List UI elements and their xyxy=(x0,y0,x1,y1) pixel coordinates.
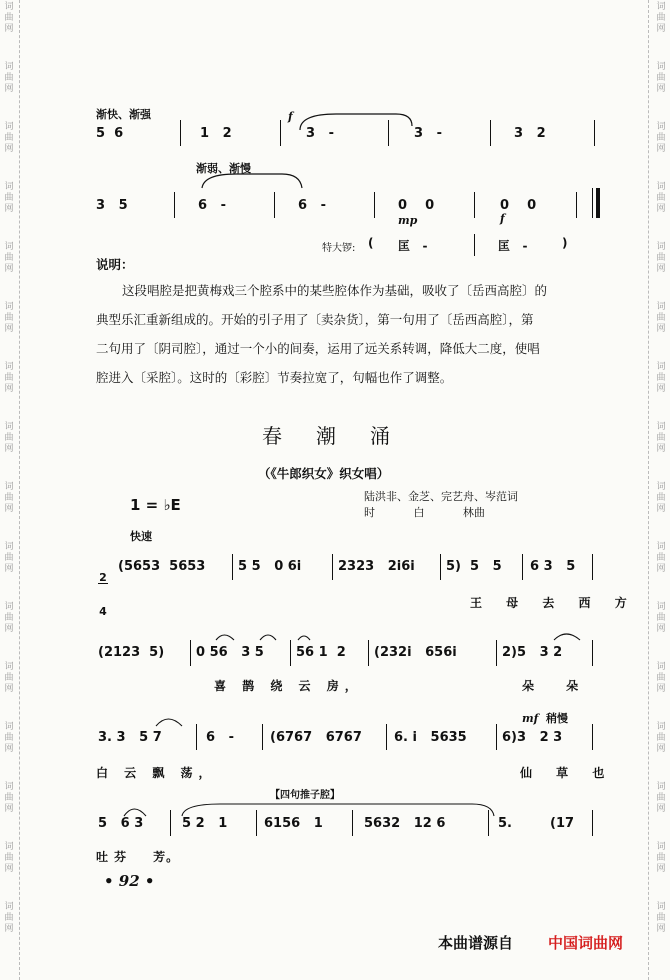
watermark-mark: 词 曲 网 xyxy=(656,662,666,694)
watermark-mark: 词 曲 网 xyxy=(656,602,666,634)
song-credits-line2: 时 白 林曲 xyxy=(364,506,485,519)
song-row4-bracket-label: 【四句推子腔】 xyxy=(270,790,340,801)
song-row3-measure: 3. 3 5 7 xyxy=(98,730,162,745)
footer-source-label: 本曲谱源自 xyxy=(438,934,514,952)
barline xyxy=(488,810,489,836)
barline xyxy=(522,554,523,580)
song-row2-tie-end xyxy=(548,628,588,642)
time-signature-bottom: 4 xyxy=(99,605,107,618)
score1-row1-measure: 3 - xyxy=(414,126,443,141)
score1-row1-dynamic: f xyxy=(288,110,293,123)
score1-row1-measure: 5 6 xyxy=(96,126,124,141)
song-row3-dyn: mf xyxy=(522,712,539,725)
song-row1-measure: 5) 5 5 xyxy=(446,559,502,574)
watermark-mark: 词 曲 网 xyxy=(4,542,14,574)
barline xyxy=(352,810,353,836)
song-row2-measure: 56 1 2 xyxy=(296,645,346,660)
song-tempo: 快速 xyxy=(130,530,152,543)
score1-row2-measure: 6 - xyxy=(298,198,327,213)
barline xyxy=(592,724,593,750)
score1-row2-measure: 6 - xyxy=(198,198,227,213)
watermark-mark: 词 曲 网 xyxy=(4,722,14,754)
watermark-mark: 词 曲 网 xyxy=(656,242,666,274)
song-row4-measure: 5632 12 6 xyxy=(364,816,446,831)
watermark-mark: 词 曲 网 xyxy=(4,302,14,334)
watermark-mark: 词 曲 网 xyxy=(4,2,14,34)
barline xyxy=(280,120,281,146)
song-row4-measure: 5 2 1 xyxy=(182,816,228,831)
barline xyxy=(170,810,171,836)
song-row4-measure: 6156 1 xyxy=(264,816,323,831)
score1-row2-dyn-f: f xyxy=(500,212,505,225)
song-row1-measure: 5 5 0 6i xyxy=(238,559,302,574)
watermark-mark: 词 曲 网 xyxy=(4,182,14,214)
watermark-mark: 词 曲 网 xyxy=(4,842,14,874)
explanation-line: 这段唱腔是把黄梅戏三个腔系中的某些腔体作为基础，吸收了〔岳西高腔〕的 xyxy=(122,283,548,298)
watermark-mark: 词 曲 网 xyxy=(4,242,14,274)
final-barline-thick xyxy=(596,188,600,218)
barline xyxy=(474,192,475,218)
watermark-mark: 词 曲 网 xyxy=(4,482,14,514)
left-margin-watermark xyxy=(2,0,16,980)
watermark-mark: 词 曲 网 xyxy=(656,902,666,934)
barline xyxy=(576,192,577,218)
gong-paren-close: ) xyxy=(562,236,568,250)
gong-measure: 匡 - xyxy=(398,239,428,253)
song-row3-tie xyxy=(150,712,190,728)
time-signature xyxy=(98,550,108,628)
watermark-mark: 词 曲 网 xyxy=(4,122,14,154)
song-row2-measure: (2123 5) xyxy=(98,645,165,660)
final-barline-thin xyxy=(592,188,593,218)
song-row3-measure: 6)3 2 3 xyxy=(502,730,563,745)
song-row4-lyrics: 吐 芬 芳。 xyxy=(96,850,180,864)
song-row3-lyrics: 白 云 飘 荡， xyxy=(96,766,217,780)
time-signature-top: 2 xyxy=(99,571,107,584)
barline xyxy=(374,192,375,218)
page-number: • 92 • xyxy=(104,872,155,890)
watermark-mark: 词 曲 网 xyxy=(656,422,666,454)
score1-row2-measure: 0 0 xyxy=(500,198,537,213)
song-row2-ties xyxy=(200,628,320,642)
barline xyxy=(496,640,497,666)
explanation-heading: 说明： xyxy=(96,257,134,272)
song-row3-tempo: 稍慢 xyxy=(546,712,568,725)
barline xyxy=(386,724,387,750)
watermark-mark: 词 曲 网 xyxy=(656,62,666,94)
score1-row1-measure: 3 2 xyxy=(514,126,546,141)
watermark-mark: 词 曲 网 xyxy=(656,182,666,214)
song-subtitle: （《牛郎织女》织女唱） xyxy=(258,466,390,481)
explanation-line: 二句用了〔阴司腔〕，通过一个小的间奏，运用了远关系转调，降低大二度，使唱 xyxy=(96,341,540,356)
song-row3-lyrics-end: 仙 草 也 xyxy=(520,766,615,780)
gong-measure: 匡 - xyxy=(498,239,528,253)
barline xyxy=(332,554,333,580)
song-title: 春潮涌 xyxy=(262,424,424,448)
barline xyxy=(190,640,191,666)
barline xyxy=(196,724,197,750)
barline xyxy=(256,810,257,836)
song-row2-measure: (232i 656i xyxy=(374,645,457,660)
song-row2-measure: 2)5 3 2 xyxy=(502,645,563,660)
watermark-mark: 词 曲 网 xyxy=(656,482,666,514)
song-row3-measure: 6 - xyxy=(206,730,235,745)
score1-row1-slur xyxy=(296,112,596,134)
barline xyxy=(592,554,593,580)
song-row1-measure: 6 3 5 xyxy=(530,559,576,574)
score1-row1-measure: 1 2 xyxy=(200,126,232,141)
song-row4-measure: 5 6 3 xyxy=(98,816,144,831)
song-row2-lyrics-end: 朵 朵 xyxy=(522,679,593,693)
barline xyxy=(232,554,233,580)
right-margin-watermark xyxy=(654,0,668,980)
barline xyxy=(592,640,593,666)
watermark-mark: 词 曲 网 xyxy=(656,842,666,874)
watermark-mark: 词 曲 网 xyxy=(656,782,666,814)
barline xyxy=(490,120,491,146)
barline xyxy=(180,120,181,146)
song-row1-measure: 2323 2i6i xyxy=(338,559,415,574)
watermark-mark: 词 曲 网 xyxy=(656,302,666,334)
watermark-mark: 词 曲 网 xyxy=(4,782,14,814)
watermark-mark: 词 曲 网 xyxy=(656,2,666,34)
barline xyxy=(388,120,389,146)
barline xyxy=(594,120,595,146)
song-key: 1 = ♭E xyxy=(130,496,181,514)
song-row1-lyrics: 王 母 去 西 方 xyxy=(470,596,637,610)
gong-label: 特大锣: xyxy=(322,243,356,254)
watermark-mark: 词 曲 网 xyxy=(4,902,14,934)
score1-row2-slur xyxy=(196,170,316,192)
footer-site-name[interactable]: 中国词曲网 xyxy=(548,934,624,952)
watermark-mark: 词 曲 网 xyxy=(4,662,14,694)
score1-row2-measure: 3 5 xyxy=(96,198,128,213)
score1-row2-measure: 0 0 xyxy=(398,198,435,213)
barline xyxy=(274,192,275,218)
watermark-mark: 词 曲 网 xyxy=(656,362,666,394)
barline xyxy=(440,554,441,580)
watermark-mark: 词 曲 网 xyxy=(4,422,14,454)
score1-row1-measure: 3 - xyxy=(306,126,335,141)
song-row4-measure: (17 xyxy=(550,816,575,831)
watermark-mark: 词 曲 网 xyxy=(4,62,14,94)
watermark-mark: 词 曲 网 xyxy=(656,722,666,754)
song-row4-measure: 5. xyxy=(498,816,512,831)
song-row1-measure: (5653 5653 xyxy=(118,559,206,574)
barline xyxy=(496,724,497,750)
explanation-line: 腔进入〔采腔〕。这时的〔彩腔〕节奏拉宽了，句幅也作了调整。 xyxy=(96,370,453,385)
song-row3-measure: 6. i 5635 xyxy=(394,730,467,745)
watermark-mark: 词 曲 网 xyxy=(4,362,14,394)
song-row3-measure: (6767 6767 xyxy=(270,730,362,745)
watermark-mark: 词 曲 网 xyxy=(4,602,14,634)
score1-row2-tempo: 渐弱、渐慢 xyxy=(196,162,251,175)
watermark-mark: 词 曲 网 xyxy=(656,122,666,154)
song-row2-measure: 0 56 3 5 xyxy=(196,645,264,660)
gong-paren-open: ( xyxy=(368,236,374,250)
song-credits-line1: 陆洪非、金芝、完艺舟、岑范词 xyxy=(364,490,518,503)
barline xyxy=(174,192,175,218)
barline xyxy=(262,724,263,750)
watermark-mark: 词 曲 网 xyxy=(656,542,666,574)
score1-row1-tempo: 渐快、渐强 xyxy=(96,108,151,121)
barline xyxy=(368,640,369,666)
barline xyxy=(474,234,475,256)
song-row2-lyrics: 喜 鹊 绕 云 房， xyxy=(214,679,363,693)
explanation-line: 典型乐汇重新组成的。开始的引子用了〔卖杂货〕，第一句用了〔岳西高腔〕，第 xyxy=(96,312,534,327)
barline xyxy=(290,640,291,666)
barline xyxy=(592,810,593,836)
score1-row2-dyn-mp: mp xyxy=(398,214,418,227)
